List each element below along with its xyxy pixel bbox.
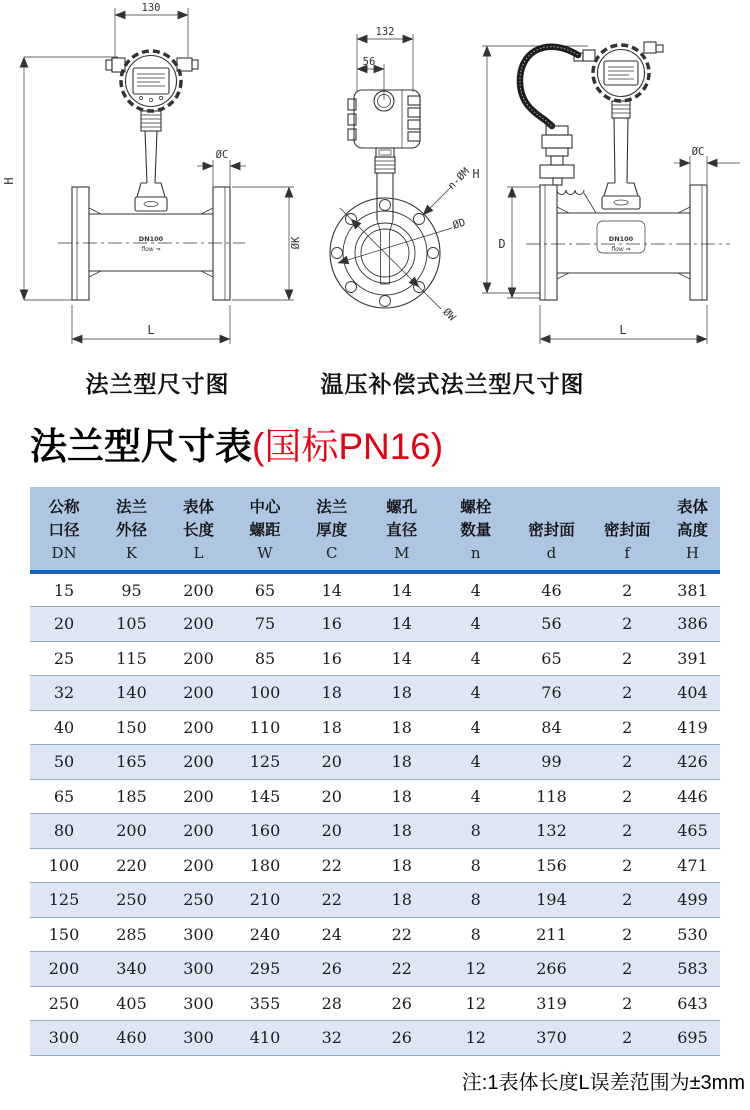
column-header: 表体 高度 H — [665, 487, 720, 572]
table-cell: 150 — [48, 924, 80, 944]
table-cell: 8 — [438, 814, 513, 849]
table-cell: 65 — [254, 580, 276, 600]
table-cell: 2 — [589, 952, 664, 987]
column-header: 法兰 厚度 C — [298, 487, 365, 572]
table-cell: 22 — [391, 924, 412, 944]
table-cell: 2 — [589, 814, 664, 849]
table-cell: 250 — [165, 883, 232, 918]
table-cell: 210 — [232, 883, 298, 918]
table-row — [30, 848, 720, 883]
table-cell: 80 — [30, 814, 98, 849]
table-cell: 240 — [249, 924, 281, 944]
column-header: 表体 长度 L — [165, 487, 232, 572]
table-cell: 22 — [321, 855, 342, 875]
table-cell: 250 — [98, 883, 165, 918]
table-cell: 2 — [622, 717, 633, 737]
table-row — [30, 917, 720, 952]
table-cell: 300 — [30, 1021, 98, 1056]
table-cell: 471 — [677, 855, 708, 875]
table-cell: 26 — [391, 993, 412, 1013]
compensated-flange-type-drawing — [498, 42, 740, 344]
table-cell: 2 — [589, 745, 664, 780]
table-cell: 100 — [48, 855, 80, 875]
table-cell: 12 — [438, 952, 513, 987]
column-header: 法兰 外径 K — [98, 487, 165, 572]
table-cell: 46 — [541, 580, 562, 600]
table-cell: 266 — [514, 952, 590, 987]
table-row — [30, 814, 720, 849]
column-header: 中心 螺距 W — [232, 487, 298, 572]
table-cell: 386 — [665, 607, 720, 642]
table-row — [30, 952, 720, 987]
table-cell: 105 — [98, 607, 165, 642]
table-cell: 12 — [465, 993, 486, 1013]
footnote: 注:1表体长度L误差范围为±3mm — [461, 1072, 745, 1094]
section-title — [30, 422, 443, 472]
table-cell: 8 — [438, 883, 513, 918]
table-cell: 300 — [165, 952, 232, 987]
dim-label-left-width: 130 — [141, 2, 161, 14]
transmitter-head — [574, 42, 663, 101]
table-cell: 160 — [232, 814, 298, 849]
table-cell: 65 — [541, 648, 562, 668]
table-cell: 295 — [232, 952, 298, 987]
meter-neck — [602, 101, 640, 209]
table-cell: 695 — [665, 1021, 720, 1056]
table-cell: 18 — [391, 855, 412, 875]
table-cell: 4 — [438, 745, 513, 780]
table-cell: 26 — [298, 952, 365, 987]
table-cell: 194 — [514, 883, 590, 918]
table-cell: 20 — [321, 786, 342, 806]
dim-label-mid-width: 132 — [375, 26, 395, 38]
table-cell: 355 — [249, 993, 281, 1013]
table-cell: 16 — [298, 607, 365, 642]
table-cell: 8 — [470, 924, 481, 944]
table-cell: 2 — [622, 993, 633, 1013]
table-cell: 410 — [232, 1021, 298, 1056]
table-cell: 22 — [366, 952, 439, 987]
table-row — [30, 641, 720, 676]
table-cell: 18 — [321, 717, 342, 737]
table-cell: 84 — [541, 717, 562, 737]
table-cell: 140 — [98, 676, 165, 711]
flexible-conduit — [520, 47, 578, 126]
table-cell: 370 — [514, 1021, 590, 1056]
table-cell: 20 — [30, 607, 98, 642]
dim-label-mid-offset: 56 — [362, 56, 376, 68]
column-header: 密封面 d — [514, 487, 590, 572]
table-cell: 24 — [321, 924, 342, 944]
table-cell: 285 — [116, 924, 147, 944]
table-cell: 32 — [30, 676, 98, 711]
dimension-table — [30, 487, 720, 1056]
table-cell: 50 — [30, 745, 98, 780]
table-cell: 22 — [298, 883, 365, 918]
column-header: 密封面 f — [589, 487, 664, 572]
table-cell: 300 — [183, 993, 214, 1013]
table-cell: 115 — [116, 648, 147, 668]
table-row — [30, 710, 720, 745]
table-cell: 4 — [470, 717, 481, 737]
table-cell: 381 — [677, 580, 708, 600]
table-row — [30, 572, 720, 607]
table-body — [30, 572, 720, 1055]
dim-label-right-height: H — [472, 167, 480, 181]
table-cell: 4 — [470, 786, 481, 806]
table-cell: 16 — [321, 648, 342, 668]
caption-compensated-flange-type: 温压补偿式法兰型尺寸图 — [320, 371, 585, 397]
table-cell: 145 — [249, 786, 281, 806]
table-cell: 12 — [438, 1021, 513, 1056]
flow-direction-label: flow ⇒ — [141, 246, 161, 253]
table-cell: 18 — [298, 676, 365, 711]
pipe-size-label: DN100 — [138, 235, 164, 243]
table-row — [30, 676, 720, 711]
table-cell: 4 — [438, 607, 513, 642]
transmitter-head — [106, 51, 198, 111]
dim-label-bore: ØD — [451, 216, 467, 232]
temperature-probe-assembly — [540, 126, 596, 213]
table-cell: 200 — [183, 648, 214, 668]
table-cell: 76 — [514, 676, 590, 711]
dim-label-left-flange-thickness: ØC — [215, 149, 229, 161]
dim-label-right-length: L — [619, 323, 627, 337]
table-cell: 2 — [622, 924, 633, 944]
table-cell: 18 — [391, 786, 412, 806]
table-cell: 4 — [470, 580, 481, 600]
table-cell: 100 — [232, 676, 298, 711]
table-cell: 180 — [249, 855, 281, 875]
table-cell: 132 — [514, 814, 590, 849]
section-title-standard: (国标PN16) — [252, 426, 444, 467]
table-row — [30, 745, 720, 780]
table-cell: 32 — [298, 1021, 365, 1056]
table-cell: 2 — [622, 648, 633, 668]
table-cell: 18 — [366, 883, 439, 918]
table-cell: 250 — [48, 993, 80, 1013]
table-cell: 300 — [183, 924, 214, 944]
table-cell: 18 — [366, 814, 439, 849]
table-cell: 2 — [622, 855, 633, 875]
table-header-row — [30, 487, 720, 572]
table-cell: 25 — [53, 648, 75, 668]
meter-body — [58, 187, 245, 300]
table-cell: 26 — [366, 1021, 439, 1056]
table-cell: 95 — [121, 580, 142, 600]
table-cell: 391 — [677, 648, 708, 668]
table-cell: 56 — [514, 607, 590, 642]
table-cell: 200 — [165, 814, 232, 849]
table-cell: 18 — [366, 745, 439, 780]
technical-drawings — [0, 0, 750, 360]
table-cell: 150 — [116, 717, 147, 737]
table-cell: 8 — [470, 855, 481, 875]
table-cell: 405 — [116, 993, 147, 1013]
flow-direction-label: flow ⇒ — [611, 246, 631, 253]
table-cell: 14 — [391, 648, 412, 668]
table-cell: 65 — [53, 786, 75, 806]
table-row — [30, 986, 720, 1021]
table-cell: 2 — [589, 1021, 664, 1056]
dim-label-left-flange-od: ØK — [290, 236, 302, 250]
caption-flange-type: 法兰型尺寸图 — [85, 371, 230, 397]
table-cell: 14 — [391, 580, 412, 600]
table-cell: 2 — [589, 676, 664, 711]
dim-label-left-length: L — [147, 323, 155, 337]
table-cell: 200 — [98, 814, 165, 849]
table-cell: 319 — [536, 993, 567, 1013]
flange-front-view-drawing — [330, 26, 588, 324]
table-cell: 340 — [98, 952, 165, 987]
table-row — [30, 883, 720, 918]
meter-neck — [135, 111, 167, 211]
table-cell: 2 — [589, 883, 664, 918]
table-cell: 20 — [298, 745, 365, 780]
table-row — [30, 607, 720, 642]
dim-label-right-pipe-od: D — [498, 237, 506, 251]
table-cell: 200 — [183, 855, 214, 875]
table-cell: 4 — [438, 676, 513, 711]
table-cell: 18 — [391, 717, 412, 737]
table-cell: 2 — [589, 607, 664, 642]
table-cell: 14 — [321, 580, 342, 600]
table-cell: 2 — [622, 580, 633, 600]
table-cell: 2 — [622, 786, 633, 806]
table-cell: 85 — [254, 648, 276, 668]
table-cell: 185 — [116, 786, 147, 806]
table-cell: 419 — [677, 717, 708, 737]
section-title-main: 法兰型尺寸表 — [30, 426, 252, 467]
table-cell: 211 — [536, 924, 567, 944]
table-cell: 200 — [165, 676, 232, 711]
table-cell: 530 — [677, 924, 708, 944]
dim-label-right-flange-thickness: ØC — [691, 146, 705, 158]
table-cell: 404 — [665, 676, 720, 711]
table-cell: 460 — [98, 1021, 165, 1056]
table-cell: 110 — [249, 717, 281, 737]
flange-type-drawing — [2, 2, 302, 344]
table-cell: 18 — [366, 676, 439, 711]
table-cell: 200 — [30, 952, 98, 987]
table-cell: 300 — [165, 1021, 232, 1056]
table-row — [30, 1021, 720, 1056]
table-cell: 426 — [665, 745, 720, 780]
table-cell: 20 — [298, 814, 365, 849]
table-cell: 75 — [232, 607, 298, 642]
table-cell: 220 — [116, 855, 147, 875]
table-cell: 643 — [677, 993, 708, 1013]
table-cell: 15 — [53, 580, 75, 600]
table-cell: 200 — [183, 717, 214, 737]
table-row — [30, 779, 720, 814]
dim-label-bolt-circle: ØW — [440, 306, 458, 324]
dim-label-left-height: H — [2, 177, 16, 185]
table-cell: 200 — [183, 580, 214, 600]
dim-label-bolt-holes: n-ØM — [445, 165, 473, 193]
table-cell: 4 — [470, 648, 481, 668]
table-cell: 125 — [232, 745, 298, 780]
table-cell: 499 — [665, 883, 720, 918]
table-cell: 200 — [183, 786, 214, 806]
table-cell: 118 — [536, 786, 567, 806]
table-cell: 14 — [366, 607, 439, 642]
column-header: 螺孔 直径 M — [366, 487, 439, 572]
table-cell: 583 — [665, 952, 720, 987]
table-cell: 165 — [98, 745, 165, 780]
table-cell: 156 — [536, 855, 567, 875]
column-header: 公称 口径 DN — [30, 487, 98, 572]
table-cell: 28 — [321, 993, 342, 1013]
table-cell: 465 — [665, 814, 720, 849]
table-cell: 446 — [677, 786, 708, 806]
table-cell: 99 — [514, 745, 590, 780]
column-header: 螺栓 数量 n — [438, 487, 513, 572]
pipe-size-label: DN100 — [608, 235, 634, 243]
table-cell: 125 — [30, 883, 98, 918]
table-cell: 40 — [53, 717, 75, 737]
table-cell: 200 — [165, 745, 232, 780]
table-cell: 200 — [165, 607, 232, 642]
